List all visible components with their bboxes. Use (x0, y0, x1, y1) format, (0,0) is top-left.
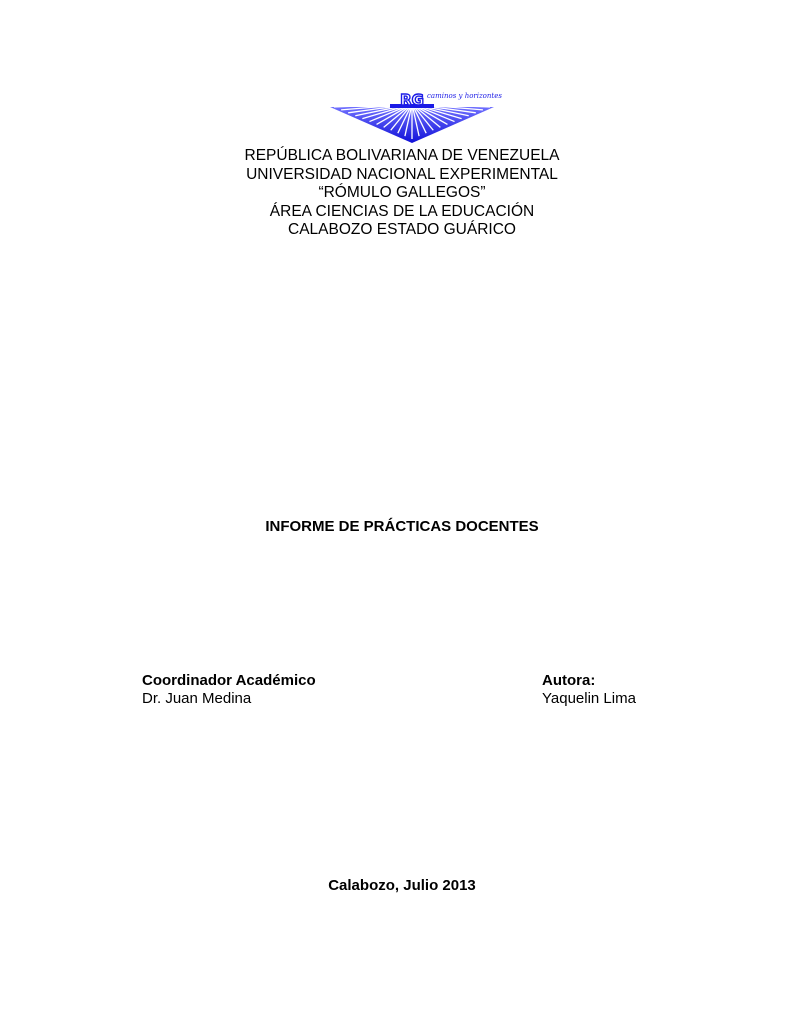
logo-initials: RG (400, 91, 424, 109)
logo-fan-rays (330, 104, 494, 143)
header-line-location: CALABOZO ESTADO GUÁRICO (288, 221, 516, 239)
author-name: Yaquelin Lima (542, 690, 636, 707)
university-logo (330, 86, 502, 144)
header-line-area: ÁREA CIENCIAS DE LA EDUCACIÓN (269, 202, 535, 220)
institution-header (0, 147, 804, 240)
coordinator-signature (142, 672, 316, 708)
header-line-country: REPÚBLICA BOLIVARIANA DE VENEZUELA (244, 147, 560, 164)
coordinator-role: Coordinador Académico (142, 672, 316, 689)
author-role: Autora: (542, 672, 596, 689)
coordinator-name: Dr. Juan Medina (142, 690, 252, 707)
header-line-university: UNIVERSIDAD NACIONAL EXPERIMENTAL (246, 165, 558, 183)
report-title: INFORME DE PRÁCTICAS DOCENTES (265, 518, 539, 535)
place-and-date: Calabozo, Julio 2013 (328, 877, 476, 894)
header-line-university-name: “RÓMULO GALLEGOS” (318, 184, 486, 202)
logo-motto: caminos y horizontes (427, 92, 502, 100)
author-signature (542, 672, 636, 708)
